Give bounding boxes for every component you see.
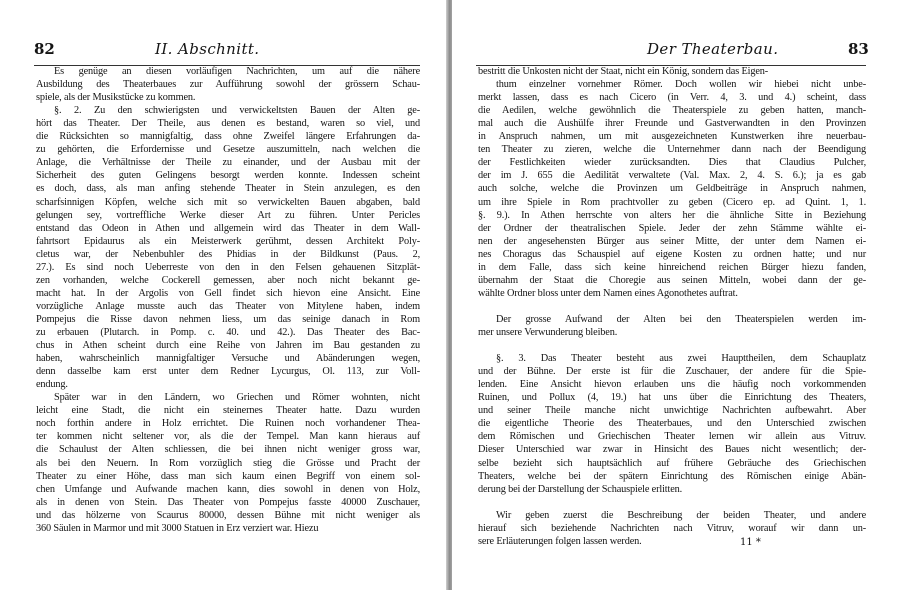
text-line: Anlage, die Verhältnisse der Theile zu einander, und der Ausbau mit der <box>36 157 420 169</box>
text-line: Theaters, welche bei der spätern Einrichtung des Römischen einige Abän- <box>478 470 866 482</box>
text-line: mal auch die Aushülfe ihrer Freunde und Gastverwandten in den Provinzen <box>478 118 866 130</box>
text-line: der Ordner der theatralischen Spiele. Jeder der zehn Stämme wählte ei- <box>478 222 866 234</box>
text-line: hierauf sich beziehende Nachrichten nach Vitruv, worauf wir dann un- <box>478 522 866 534</box>
text-line: und seiner Theile manche nicht unwichtige Nachrichten aufbewahrt. Aber <box>478 405 866 417</box>
right-page <box>452 0 900 590</box>
text-line: dem Römischen und Griechischen Theater lernen wir allein aus Vitruv. <box>478 431 866 443</box>
text-line: die eigentliche Theorie des Theaterbaues, und den Unterschied zwischen <box>478 418 866 430</box>
text-line: selbe bezieht sich hauptsächlich auf frühere Gebräuche des Griechischen <box>478 457 866 469</box>
text-line: Ausbildung des Theaterbaues zur Aufführung sowohl der grössern Schau- <box>36 79 420 91</box>
text-line: Der grosse Aufwand der Alten bei den Theaterspielen werden im- <box>496 313 866 325</box>
text-line: ten Theater zu zieren, welche die Unternehmer dann nach der Beendigung <box>478 144 866 156</box>
text-line: spiele, als der Musikstücke zu kommen. <box>36 92 196 104</box>
text-line: Pompejus die Risse davon nehmen liess, um das seinige danach in Rom <box>36 313 420 325</box>
text-line: Theater zu einer Höhe, dass man sich kaum einen Begriff von einem sol- <box>36 470 420 482</box>
text-line: haben, wahrscheinlich mannigfaltiger Versuche und Abänderungen wegen, <box>36 353 420 365</box>
page-number-left: 82 <box>34 40 55 58</box>
text-line: chen Umfange und Aufwande machen kann, dies sowohl in denen von Holz, <box>36 483 420 495</box>
text-line: der im J. 655 die Aedilität verwaltete (Val. Max. 2, 4. S. 6.); ja es gab <box>478 170 866 182</box>
text-line: Wir geben zuerst die Beschreibung der beiden Theater, und andere <box>496 509 866 521</box>
text-line: der Festlichkeiten wieder zurücksandten. Dies that Claudius Pulcher, <box>478 157 866 169</box>
text-line: als bei den Neuern. In Rom vorzüglich stieg die Grösse und Pracht der <box>36 457 420 469</box>
text-line: in dem Falle, dass sich keine hinreichend reichen Bürger hiezu fanden, <box>478 261 866 273</box>
text-line: Sicherheit des guten Gelingens besorgt werden konnte. Indessen scheint <box>36 170 420 182</box>
text-line: vorzügliche Anlage musste auch das Theater von Mitylene haben, indem <box>36 300 420 312</box>
text-line: Es genüge an diesen vorläufigen Nachrichten, um auf die nähere <box>54 66 420 77</box>
text-line: lenden. Eine Ansicht hievon erlauben uns die häufig noch vorkommenden <box>478 379 866 391</box>
text-line: und das hölzerne von Scaurus 80000, dessen Bühne mit nicht weniger als <box>36 509 420 521</box>
text-line: 360 Säulen in Marmor und mit 3000 Statuen in Erz verziert war. Hiezu <box>36 522 319 534</box>
text-line: scharfsinnigen Köpfen, welche sich mit so verwickelten Bauen abgaben, bald <box>36 196 420 208</box>
text-line: die Rücksichten so mannigfaltig, dass ohne Zweifel längere Erfahrungen da- <box>36 131 420 143</box>
text-line: und der Bühne. Der erste ist für die Zuschauer, der andere für die Spie- <box>478 366 866 378</box>
text-line: thum einzelner vornehmer Römer. Doch wollen wir hiebei nicht unbe- <box>496 79 866 91</box>
text-line: es doch, dass, als man anfing stehende Theater in Stein anzulegen, es den <box>36 183 420 195</box>
text-line: Später war in den Ländern, wo Griechen und Römer wohnten, nicht <box>54 392 420 404</box>
text-line: gelungen sey, vortreffliche Werke dieser Art zu führen. Unter Pericles <box>36 209 420 221</box>
text-line: chus in Athen scheint durch eine Reihe von Jahren im Bau gestanden zu <box>36 340 420 352</box>
text-line: die Aedilen, welche gewöhnlich die Theaterspiele zu geben hatten, manch- <box>478 105 866 117</box>
text-line: als in denen von Stein. Das Theater von Pompejus fasste 40000 Zuschauer, <box>36 496 420 508</box>
text-line: zu gehörten, die Erfordernisse und Gesetze auszumitteln, nach welchen die <box>36 144 420 156</box>
text-line: endung. <box>36 379 68 391</box>
signature-mark: 11 * <box>740 537 761 548</box>
text-line: macht hat. In der Argolis von Gell findet sich hievon eine Ansicht. Eine <box>36 287 420 299</box>
text-line: denn dasselbe kam erst unter dem Redner Lycurgus, Ol. 113, zur Voll- <box>36 366 420 378</box>
text-line: sere Erläuterungen folgen lassen werden. <box>478 535 642 547</box>
text-line: §. 2. Zu den schwierigsten und verwickeltsten Bauen der Alten ge- <box>54 105 420 117</box>
text-line: in Anspruch nahmen, um mit ausgezeichneten Kunstwerken ihre neuerbau- <box>478 131 866 143</box>
text-line: nes Choragus das Schauspiel auf eigene Kosten zu ordnen hatte; und nur <box>478 248 866 260</box>
text-line: übernahm der Staat die Choregie aus seinen Mitteln, wobei dann der ge- <box>478 274 866 286</box>
running-title-left: II. Abschnitt. <box>155 40 260 58</box>
text-line: leicht eine Stadt, die nicht ein steinernes Theater hatte. Dazu wurden <box>36 405 420 417</box>
text-line: hört das Theater. Der Theile, aus denen es bestand, waren so viel, und <box>36 118 420 130</box>
text-line: zen vorhanden, welche Cockerell gemessen, aber noch nicht bekannt ge- <box>36 274 420 286</box>
text-line: Dieser Unterschied war zwar in Hinsicht des Baues nicht wesentlich; der- <box>478 444 866 456</box>
left-page <box>0 0 448 590</box>
running-title-right: Der Theaterbau. <box>647 40 779 58</box>
text-line: noch forthin andere in Holz errichtet. Die Ruinen noch vorhandener Thea- <box>36 418 420 430</box>
text-line: 27.). Es sind noch Ueberreste von den in den Felsen gehauenen Sitzplät- <box>36 261 420 273</box>
text-line: auch solche, welche die Provinzen um Geldbeiträge in Anspruch nahmen, <box>478 183 866 195</box>
text-line: cletus war, der Nebenbuhler des Phidias in der Bildkunst (Paus. 2, <box>36 248 420 260</box>
page-number-right: 83 <box>848 40 869 58</box>
text-line: §. 9.). In Athen herrschte von alters her die ähnliche Sitte in Beziehung <box>478 209 866 221</box>
text-line: §. 3. Das Theater besteht aus zwei Haupttheilen, dem Schauplatz <box>496 353 866 365</box>
text-line: wählte Ordner bloss unter dem Namen eines Agonothetes auftrat. <box>478 287 738 299</box>
text-line: entstand das Odeon in Athen und allgemein wird das Theater in dem Wall- <box>36 222 420 234</box>
text-line: die Schaulust der Alten schliessen, die bei ihnen nicht weniger gross war, <box>36 444 420 456</box>
text-line: um ihre Spiele in Rom prachtvoller zu geben (Cicero ep. ad Quint. 1, 1. <box>478 196 866 208</box>
text-line: fahrtsort Epidaurus als ein Meisterwerk gerühmt, dessen Architekt Poly- <box>36 235 420 247</box>
text-line: Ruinen, und Pollux (4, 19.) hat uns über die Einrichtung des Theaters, <box>478 392 866 404</box>
text-line: mer unsere Verwunderung bleiben. <box>478 327 618 338</box>
text-line: bestritt die Unkosten nicht der Staat, nicht ein König, sondern das Eigen- <box>478 66 769 77</box>
text-line: zu erbauen (Plutarch. in Pomp. c. 40. und 42.). Das Theater des Bac- <box>36 327 420 338</box>
text-line: merkt lassen, dass es nach Cicero (in Verr. 4, 3. und 4.) scheint, dass <box>478 92 866 104</box>
text-line: nen der angesehensten Bürger aus seiner Mitte, der unter dem Namen ei- <box>478 235 866 247</box>
text-line: derung bei der Darstellung der Schauspiele erlitten. <box>478 483 683 495</box>
text-line: ter kommen nicht seltener vor, als die der Tempel. Man kann hieraus auf <box>36 431 420 443</box>
